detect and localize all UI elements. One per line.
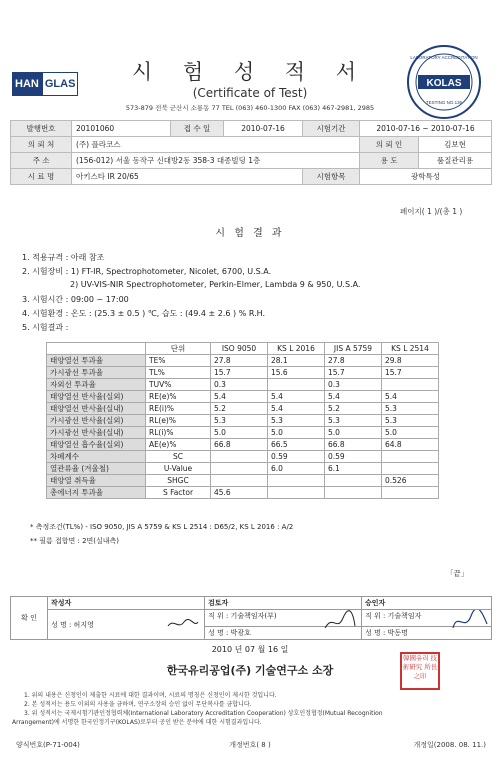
value-cell: 5.0 [325, 427, 382, 439]
table-row [47, 355, 439, 367]
table-row [47, 427, 439, 439]
value-cell: 27.8 [211, 355, 268, 367]
value-cell [382, 379, 439, 391]
value-cell [325, 487, 382, 499]
value-cell [268, 379, 325, 391]
value-cell: 5.4 [268, 403, 325, 415]
table-row [47, 367, 439, 379]
header-cell: ISO 9050 [211, 343, 268, 355]
organization-name: 한국유리공업(주) 기술연구소 소장 [166, 664, 334, 677]
unit-cell: RE(e)% [146, 391, 211, 403]
value-cell: 5.3 [211, 415, 268, 427]
reviewer-role: 직 위 : 기술책임자(부) [208, 612, 277, 620]
logo-glas: GLAS [42, 72, 79, 96]
unit-cell: RE(i)% [146, 403, 211, 415]
header-cell: 단위 [146, 343, 211, 355]
sample-label: 시 료 명 [11, 169, 72, 185]
results-header-row [47, 343, 439, 355]
test-items: 광학특성 [360, 169, 492, 185]
issue-no: 20101060 [72, 121, 171, 137]
header-cell: JIS A 5759 [325, 343, 382, 355]
row-label: 태양열 취득율 [47, 475, 146, 487]
value-cell: 5.4 [382, 391, 439, 403]
table-row [47, 475, 439, 487]
header-cell: KS L 2514 [382, 343, 439, 355]
value-cell [325, 475, 382, 487]
approver-title: 승인자 [362, 597, 492, 610]
value-cell: 5.4 [211, 391, 268, 403]
value-cell: 5.4 [268, 391, 325, 403]
approver-name: 성 명 : 박동명 [362, 627, 492, 640]
value-cell: 29.8 [382, 355, 439, 367]
row-label: 태양열선 흡수율(실외) [47, 439, 146, 451]
approver-signature-icon [449, 610, 489, 634]
value-cell: 6.0 [268, 463, 325, 475]
unit-cell: RL(e)% [146, 415, 211, 427]
signature-table [10, 596, 492, 640]
client-label: 의 뢰 처 [11, 137, 72, 153]
footnote-2: 2. 본 성적서는 용도 이외의 사용을 금하며, 연구소장의 승인 없이 무단복사를 금합니다. [24, 701, 252, 708]
table-row [47, 439, 439, 451]
value-cell [211, 475, 268, 487]
results-table [46, 342, 439, 499]
footnote-3: 3. 위 성적서는 국제시험기관인정협력체(International Laboratory Accreditation Cooperation) 상호인정협정(Mutual Recognition [24, 710, 383, 717]
lab-address: 573-879 전북 군산시 소룡동 77 TEL (063) 460-1300 FAX (063) 467-2981, 2985 [125, 104, 375, 112]
footnote-3b: Arrangement)에 서명한 한국인정기구(KOLAS)로부터 공인 받은 분야에 대한 시험결과입니다. [12, 719, 262, 726]
value-cell: 0.59 [268, 451, 325, 463]
value-cell: 5.3 [268, 415, 325, 427]
results-title: 시 험 결 과 [215, 228, 285, 239]
unit-cell: TE% [146, 355, 211, 367]
test-period: 2010-07-16 ~ 2010-07-16 [360, 121, 492, 137]
row-label: 태양열선 반사율(실내) [47, 403, 146, 415]
requester: 김보현 [419, 137, 492, 153]
row-label: 차폐계수 [47, 451, 146, 463]
author-name: 성 명 : 허지영 [51, 620, 94, 629]
value-cell [382, 463, 439, 475]
line-environment: 4. 시험환경 : 온도 : (25.3 ± 0.5 ) ℃, 습도 : (49.4 ± 2.6 ) % R.H. [22, 309, 266, 318]
value-cell: 5.0 [211, 427, 268, 439]
purpose: 품질관리용 [419, 153, 492, 169]
end-mark: 「끝」 [446, 569, 469, 578]
unit-cell: AE(e)% [146, 439, 211, 451]
row-label: 태양열선 투과율 [47, 355, 146, 367]
kolas-top-text: LABORATORY ACCREDITATION [410, 55, 478, 60]
value-cell: 0.59 [325, 451, 382, 463]
header-cell: KS L 2016 [268, 343, 325, 355]
unit-cell: SHGC [146, 475, 211, 487]
address-label: 주 소 [11, 153, 72, 169]
value-cell: 28.1 [268, 355, 325, 367]
line-time: 3. 시험시간 : 09:00 ~ 17:00 [22, 295, 129, 304]
unit-cell: S Factor [146, 487, 211, 499]
unit-cell: RL(i)% [146, 427, 211, 439]
measurement-note: * 측정조건(TL%) - ISO 9050, JIS A 5759 & KS L 2514 : D65/2, KS L 2016 : A/2 [30, 523, 294, 531]
table-row [47, 391, 439, 403]
kolas-bottom-text: TESTING NO.136 [425, 100, 463, 105]
value-cell: 27.8 [325, 355, 382, 367]
value-cell: 5.3 [382, 415, 439, 427]
form-number: 양식번호(P-71-004) [16, 741, 80, 749]
value-cell: 5.4 [325, 391, 382, 403]
issue-no-label: 발행번호 [11, 121, 72, 137]
value-cell: 5.2 [211, 403, 268, 415]
reviewer-name: 성 명 : 박광호 [205, 627, 362, 640]
unit-cell: TL% [146, 367, 211, 379]
row-label: 태양열선 반사율(실외) [47, 391, 146, 403]
table-row [47, 451, 439, 463]
value-cell: 0.526 [382, 475, 439, 487]
line-standard: 1. 적용규격 : 아래 참조 [22, 253, 105, 262]
received-date: 2010-07-16 [224, 121, 303, 137]
row-label: 열관류율 (겨울철) [47, 463, 146, 475]
value-cell: 66.8 [325, 439, 382, 451]
film-note: ** 필름 접합면 : 2면(실내측) [30, 537, 120, 545]
table-row [47, 403, 439, 415]
line-equipment: 2. 시험장비 : 1) FT-IR, Spectrophotometer, Nicolet, 6700, U.S.A. [22, 267, 272, 276]
purpose-label: 용 도 [360, 153, 419, 169]
header-cell [47, 343, 146, 355]
revision-number: 개정번호( 8 ) [229, 741, 271, 749]
document-subtitle: (Certificate of Test) [192, 86, 308, 100]
value-cell: 5.0 [382, 427, 439, 439]
author-title: 작성자 [48, 597, 205, 610]
unit-cell: SC [146, 451, 211, 463]
unit-cell: U-Value [146, 463, 211, 475]
line-equipment-2: 2) UV-VIS-NIR Spectrophotometer, Perkin-Elmer, Lambda 9 & 950, U.S.A. [70, 280, 361, 289]
value-cell [268, 487, 325, 499]
value-cell: 45.6 [211, 487, 268, 499]
info-table [10, 120, 492, 185]
value-cell: 15.7 [382, 367, 439, 379]
document-title: 시 험 성 적 서 [131, 60, 369, 84]
value-cell: 5.3 [325, 415, 382, 427]
value-cell [382, 451, 439, 463]
client: (주) 플라코스 [72, 137, 360, 153]
value-cell [382, 487, 439, 499]
logo-han: HAN [12, 72, 42, 96]
official-seal: 韓國유리 技術硏究 所長之印 [400, 652, 440, 690]
table-row [47, 415, 439, 427]
page-number: 페이지( 1 )/(총 1 ) [400, 207, 463, 216]
value-cell: 15.7 [325, 367, 382, 379]
value-cell: 5.0 [268, 427, 325, 439]
line-results: 5. 시험결과 : [22, 323, 69, 332]
value-cell: 66.8 [211, 439, 268, 451]
row-label: 가시광선 반사율(실내) [47, 427, 146, 439]
confirm-label: 확 인 [11, 597, 48, 640]
value-cell [211, 451, 268, 463]
table-row [47, 487, 439, 499]
row-label: 자외선 투과율 [47, 379, 146, 391]
row-label: 총에너지 투과율 [47, 487, 146, 499]
reviewer-signature-icon [323, 610, 357, 634]
value-cell: 64.8 [382, 439, 439, 451]
reviewer-title: 검토자 [205, 597, 362, 610]
table-row [47, 379, 439, 391]
client-address: (156-012) 서울 동작구 신대방2동 358-3 대종빌딩 1층 [72, 153, 360, 169]
period-label: 시험기간 [303, 121, 360, 137]
items-label: 시험항목 [303, 169, 360, 185]
kolas-main-text: KOLAS [426, 78, 462, 89]
value-cell: 0.3 [325, 379, 382, 391]
value-cell: 5.2 [325, 403, 382, 415]
approver-role: 직 위 : 기술책임자 [365, 612, 422, 620]
requester-label: 의 뢰 인 [360, 137, 419, 153]
value-cell: 5.3 [382, 403, 439, 415]
received-label: 접 수 일 [171, 121, 224, 137]
issue-date: 2010 년 07 월 16 일 [211, 645, 289, 654]
value-cell [211, 463, 268, 475]
revision-date: 개정일(2008. 08. 11.) [413, 741, 486, 749]
row-label: 가시광선 반사율(실외) [47, 415, 146, 427]
value-cell: 15.7 [211, 367, 268, 379]
sample-name: 아키스타 IR 20/65 [72, 169, 303, 185]
value-cell: 0.3 [211, 379, 268, 391]
value-cell: 6.1 [325, 463, 382, 475]
author-signature-icon [166, 616, 200, 632]
value-cell: 66.5 [268, 439, 325, 451]
value-cell: 15.6 [268, 367, 325, 379]
footnote-1: 1. 위의 내용은 신청인이 제출한 시료에 대한 결과이며, 시료의 명칭은 신청인이 제시한 것입니다. [24, 692, 277, 699]
value-cell [268, 475, 325, 487]
table-row [47, 463, 439, 475]
row-label: 가시광선 투과율 [47, 367, 146, 379]
unit-cell: TUV% [146, 379, 211, 391]
